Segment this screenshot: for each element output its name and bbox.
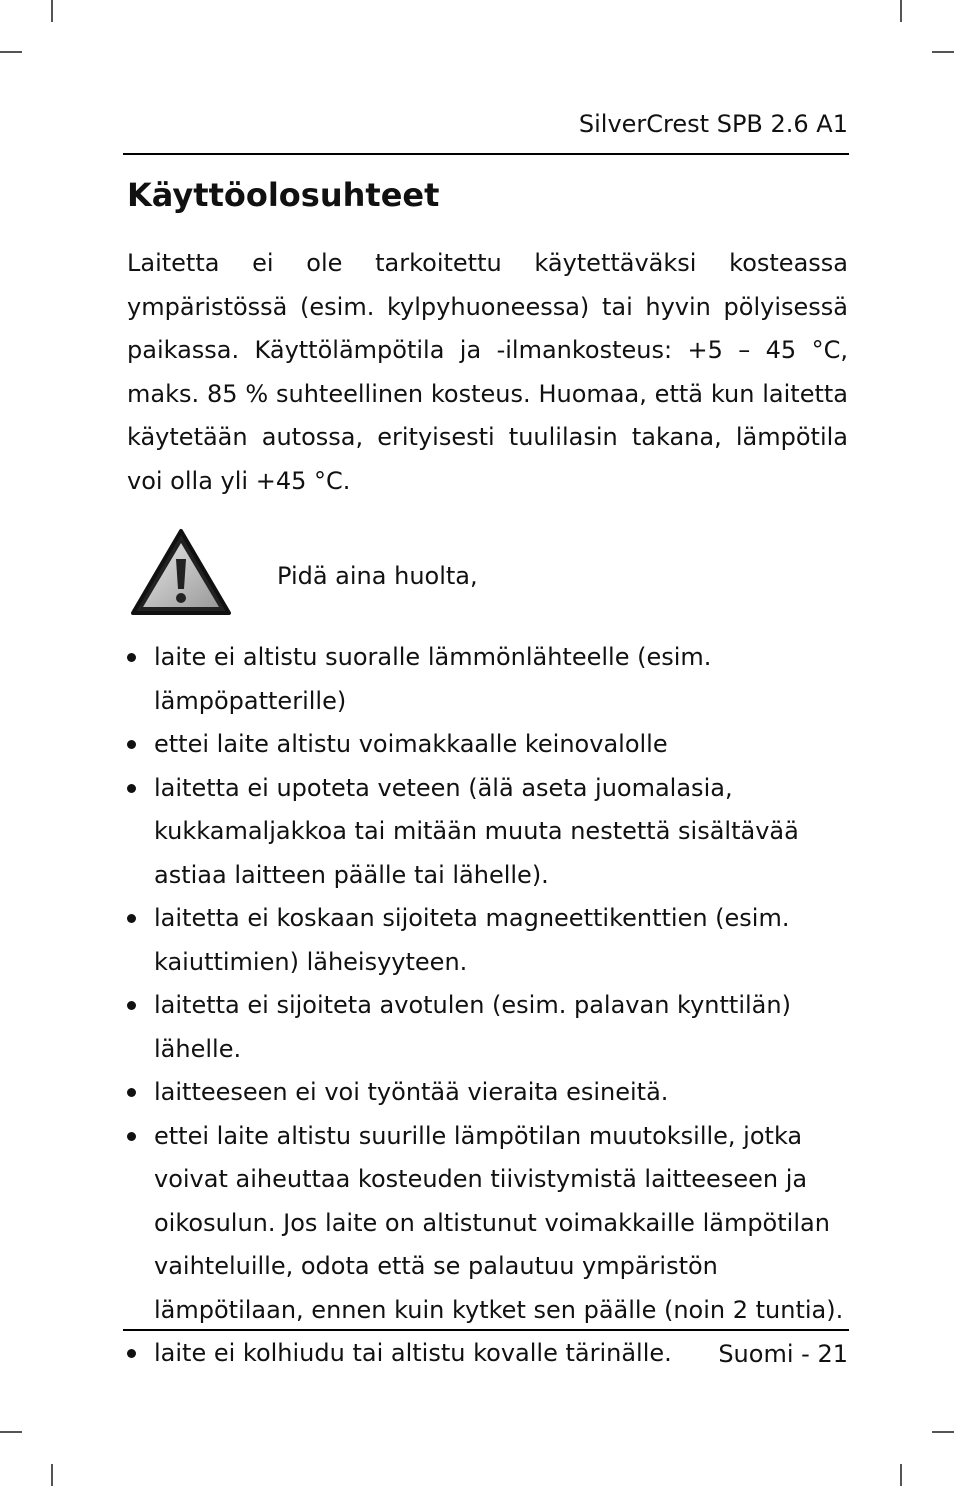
list-item-text: laite ei kolhiudu tai altistu kovalle tärinälle. <box>154 1339 672 1367</box>
list-item-text: ettei laite altistu suurille lämpötilan muutoksille, jotka voivat aiheuttaa kosteuden tiivistymistä laitteeseen ja oikosulun. Jos laite on altistunut voimakkaille lämpötilan vaihteluille, odota että se palautuu ympäristön lämpötilaan, ennen kuin kytket sen päälle (noin 2 tuntia). <box>154 1121 844 1324</box>
running-header: SilverCrest SPB 2.6 A1 <box>578 110 848 138</box>
bullet-icon <box>127 1349 136 1358</box>
bullet-icon <box>127 1088 136 1097</box>
body-paragraph: Laitetta ei ole tarkoitettu käytettäväksi kosteassa ympäristössä (esim. kylpyhuoneessa) tai hyvin pölyisessä paikassa. Käyttölämpötila ja -ilmankosteus: +5 – 45 °C, maks. 85 % suhteellinen kosteus. Huomaa, että kun laitetta käytetään autossa, erityisesti tuulilasin takana, lämpötila voi olla yli +45 °C. <box>127 249 848 495</box>
bullet-icon <box>127 784 136 793</box>
crop-mark <box>900 0 902 22</box>
crop-mark <box>932 51 954 53</box>
list-item-text: laitetta ei upoteta veteen (älä aseta juomalasia, kukkamaljakkoa tai mitään muuta nestettä sisältävää astiaa laitteen päälle tai lähelle). <box>154 773 799 889</box>
page-number: 21 <box>817 1340 848 1368</box>
crop-mark <box>0 1431 22 1433</box>
list-item <box>127 1071 852 1115</box>
warning-triangle-icon <box>130 527 232 617</box>
footer-language: Suomi <box>718 1340 794 1368</box>
crop-mark <box>51 1464 53 1486</box>
header-rule <box>123 153 849 155</box>
crop-mark <box>51 0 53 22</box>
crop-mark <box>900 1464 902 1486</box>
list-item <box>127 984 852 1071</box>
warning-text: Pidä aina huolta, <box>277 562 478 590</box>
bullet-icon <box>127 1132 136 1141</box>
list-item-text: laitteeseen ei voi työntää vieraita esineitä. <box>154 1078 669 1106</box>
list-item <box>127 1115 852 1333</box>
list-item <box>127 723 852 767</box>
list-item-text: ettei laite altistu voimakkaalle keinovalolle <box>154 730 668 758</box>
crop-mark <box>0 51 22 53</box>
footer-separator: - <box>801 1340 810 1368</box>
crop-mark <box>932 1431 954 1433</box>
bullet-icon <box>127 740 136 749</box>
list-item-text: laitetta ei sijoiteta avotulen (esim. palavan kynttilän) lähelle. <box>154 991 791 1063</box>
page-footer <box>600 1340 848 1368</box>
bullet-icon <box>127 1001 136 1010</box>
list-item <box>127 636 852 723</box>
list-item-text: laitetta ei koskaan sijoiteta magneettikenttien (esim. kaiuttimien) läheisyyteen. <box>154 904 790 976</box>
list-item-text: laite ei altistu suoralle lämmönlähteelle (esim. lämpöpatterille) <box>154 643 712 715</box>
bullet-icon <box>127 653 136 662</box>
bullet-icon <box>127 914 136 923</box>
footer-rule <box>123 1329 849 1331</box>
list-item <box>127 767 852 898</box>
list-item <box>127 897 852 984</box>
section-title: Käyttöolosuhteet <box>127 176 440 214</box>
bullet-list <box>127 636 852 1376</box>
